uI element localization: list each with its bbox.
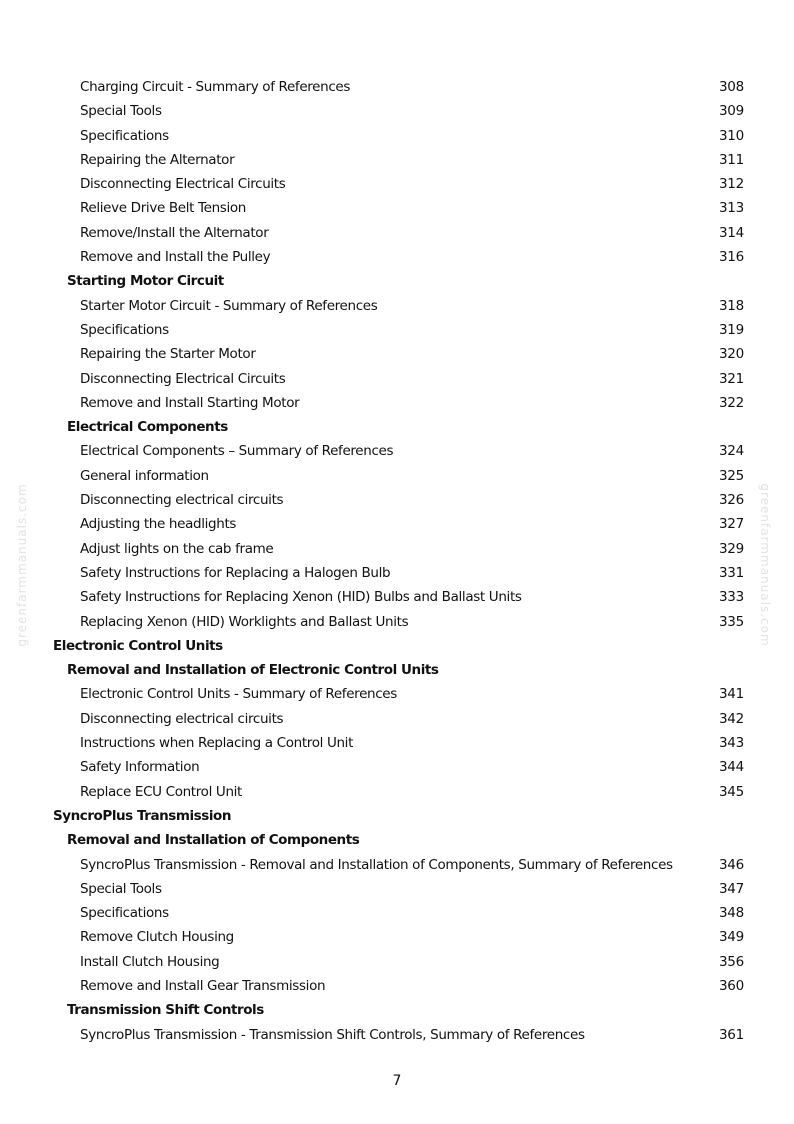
toc-entry-page-number: 344 — [719, 759, 744, 776]
toc-entry[interactable] — [0, 488, 794, 512]
toc-entry-page-number: 309 — [719, 103, 744, 120]
toc-entry-title: Specifications — [80, 321, 169, 338]
toc-entry-title: Remove and Install Starting Motor — [80, 394, 300, 411]
toc-entry-title: Safety Instructions for Replacing Xenon (HID) Bulbs and Ballast Units — [80, 589, 522, 606]
toc-entry[interactable] — [0, 974, 794, 998]
toc-entry-page-number: 343 — [719, 735, 744, 752]
toc-entry[interactable] — [0, 585, 794, 609]
toc-section-heading[interactable] — [0, 804, 794, 828]
toc-entry-title: Repairing the Starter Motor — [80, 346, 256, 363]
toc-entry-title: Electrical Components — [67, 419, 228, 436]
watermark-left: greenfarmmanuals.com — [15, 483, 29, 647]
toc-entry[interactable] — [0, 877, 794, 901]
toc-entry-page-number: 342 — [719, 710, 744, 727]
toc-entry[interactable] — [0, 221, 794, 245]
toc-entry-title: Safety Instructions for Replacing a Halogen Bulb — [80, 564, 391, 581]
toc-entry[interactable] — [0, 780, 794, 804]
toc-entry-page-number: 326 — [719, 492, 744, 509]
toc-entry-page-number: 361 — [719, 1026, 744, 1043]
toc-entry-title: Disconnecting Electrical Circuits — [80, 370, 286, 387]
toc-entry[interactable] — [0, 148, 794, 172]
toc-section-heading[interactable] — [0, 998, 794, 1022]
toc-entry[interactable] — [0, 512, 794, 536]
toc-entry[interactable] — [0, 731, 794, 755]
toc-entry[interactable] — [0, 245, 794, 269]
toc-entry-title: Electronic Control Units — [53, 637, 223, 654]
toc-entry-title: Remove and Install the Pulley — [80, 249, 271, 266]
toc-entry-title: Remove/Install the Alternator — [80, 224, 269, 241]
toc-entry-page-number: 312 — [719, 176, 744, 193]
toc-entry-page-number: 308 — [719, 79, 744, 95]
toc-entry[interactable] — [0, 99, 794, 123]
toc-entry-page-number: 345 — [719, 783, 744, 800]
toc-entry-page-number: 310 — [719, 127, 744, 144]
toc-entry-page-number: 313 — [719, 200, 744, 217]
toc-entry[interactable] — [0, 707, 794, 731]
toc-entry-title: Removal and Installation of Components — [67, 832, 360, 849]
toc-entry-title: Specifications — [80, 905, 169, 922]
toc-entry[interactable] — [0, 391, 794, 415]
toc-entry-page-number: 327 — [719, 516, 744, 533]
toc-entry-page-number: 311 — [719, 151, 744, 168]
toc-entry[interactable] — [0, 439, 794, 463]
toc-section-heading[interactable] — [0, 634, 794, 658]
toc-entry[interactable] — [0, 124, 794, 148]
toc-entry-title: Disconnecting Electrical Circuits — [80, 176, 286, 193]
toc-entry[interactable] — [0, 755, 794, 779]
toc-entry[interactable] — [0, 561, 794, 585]
toc-entry-title: Starter Motor Circuit - Summary of References — [80, 297, 378, 314]
toc-entry-page-number: 335 — [719, 613, 744, 630]
toc-entry-page-number: 360 — [719, 977, 744, 994]
toc-entry-title: SyncroPlus Transmission - Transmission Shift Controls, Summary of References — [80, 1026, 585, 1043]
toc-entry-title: Electrical Components – Summary of References — [80, 443, 394, 460]
toc-entry-page-number: 322 — [719, 394, 744, 411]
toc-entry[interactable] — [0, 901, 794, 925]
toc-entry-title: Replace ECU Control Unit — [80, 783, 242, 800]
toc-entry-title: Starting Motor Circuit — [67, 273, 224, 290]
toc-entry[interactable] — [0, 294, 794, 318]
toc-entry-page-number: 318 — [719, 297, 744, 314]
table-of-contents — [0, 75, 794, 1047]
toc-section-heading[interactable] — [0, 269, 794, 293]
toc-entry-page-number: 347 — [719, 880, 744, 897]
toc-entry-title: Special Tools — [80, 880, 162, 897]
toc-entry-title: Adjusting the headlights — [80, 516, 237, 533]
toc-entry-page-number: 319 — [719, 321, 744, 338]
toc-entry-title: Transmission Shift Controls — [67, 1002, 264, 1019]
toc-entry[interactable] — [0, 610, 794, 634]
toc-entry[interactable] — [0, 1023, 794, 1047]
toc-entry-page-number: 333 — [719, 589, 744, 606]
toc-entry-title: Electronic Control Units - Summary of References — [80, 686, 397, 703]
toc-entry-page-number: 349 — [719, 929, 744, 946]
toc-entry-page-number: 325 — [719, 467, 744, 484]
toc-entry-page-number: 324 — [719, 443, 744, 460]
toc-entry-title: Disconnecting electrical circuits — [80, 710, 284, 727]
page-number: 7 — [392, 1073, 402, 1089]
toc-section-heading[interactable] — [0, 828, 794, 852]
toc-entry-page-number: 329 — [719, 540, 744, 557]
toc-entry-page-number: 316 — [719, 249, 744, 266]
toc-entry-page-number: 346 — [719, 856, 744, 873]
toc-entry-title: Repairing the Alternator — [80, 151, 235, 168]
toc-entry-page-number: 341 — [719, 686, 744, 703]
toc-entry-page-number: 331 — [719, 564, 744, 581]
toc-entry-title: Replacing Xenon (HID) Worklights and Ballast Units — [80, 613, 409, 630]
toc-entry-page-number: 356 — [719, 953, 744, 970]
toc-entry[interactable] — [0, 196, 794, 220]
toc-entry-title: Charging Circuit - Summary of References — [80, 79, 351, 95]
toc-entry[interactable] — [0, 367, 794, 391]
watermark-right: greenfarmmanuals.com — [758, 483, 772, 647]
toc-section-heading[interactable] — [0, 415, 794, 439]
toc-entry-title: SyncroPlus Transmission - Removal and Installation of Components, Summary of References — [80, 856, 673, 873]
toc-entry-title: Remove and Install Gear Transmission — [80, 977, 326, 994]
toc-entry[interactable] — [0, 75, 794, 99]
toc-entry-page-number: 348 — [719, 905, 744, 922]
toc-entry-title: Removal and Installation of Electronic Control Units — [67, 662, 439, 679]
toc-entry-page-number: 320 — [719, 346, 744, 363]
toc-entry-title: Remove Clutch Housing — [80, 929, 234, 946]
toc-entry[interactable] — [0, 318, 794, 342]
toc-entry-title: Safety Information — [80, 759, 200, 776]
toc-entry[interactable] — [0, 682, 794, 706]
toc-entry[interactable] — [0, 342, 794, 366]
toc-entry[interactable] — [0, 537, 794, 561]
toc-entry-title: Specifications — [80, 127, 169, 144]
toc-entry-title: Instructions when Replacing a Control Unit — [80, 735, 354, 752]
toc-entry-title: Adjust lights on the cab frame — [80, 540, 274, 557]
toc-entry[interactable] — [0, 853, 794, 877]
toc-entry-title: General information — [80, 467, 209, 484]
toc-entry-title: Special Tools — [80, 103, 162, 120]
toc-entry-title: Disconnecting electrical circuits — [80, 492, 284, 509]
toc-entry-page-number: 314 — [719, 224, 744, 241]
toc-entry-page-number: 321 — [719, 370, 744, 387]
toc-entry-title: SyncroPlus Transmission — [53, 807, 232, 824]
toc-entry[interactable] — [0, 464, 794, 488]
toc-entry-title: Relieve Drive Belt Tension — [80, 200, 246, 217]
toc-section-heading[interactable] — [0, 658, 794, 682]
toc-entry[interactable] — [0, 925, 794, 949]
toc-entry[interactable] — [0, 172, 794, 196]
toc-entry-title: Install Clutch Housing — [80, 953, 220, 970]
toc-entry[interactable] — [0, 950, 794, 974]
